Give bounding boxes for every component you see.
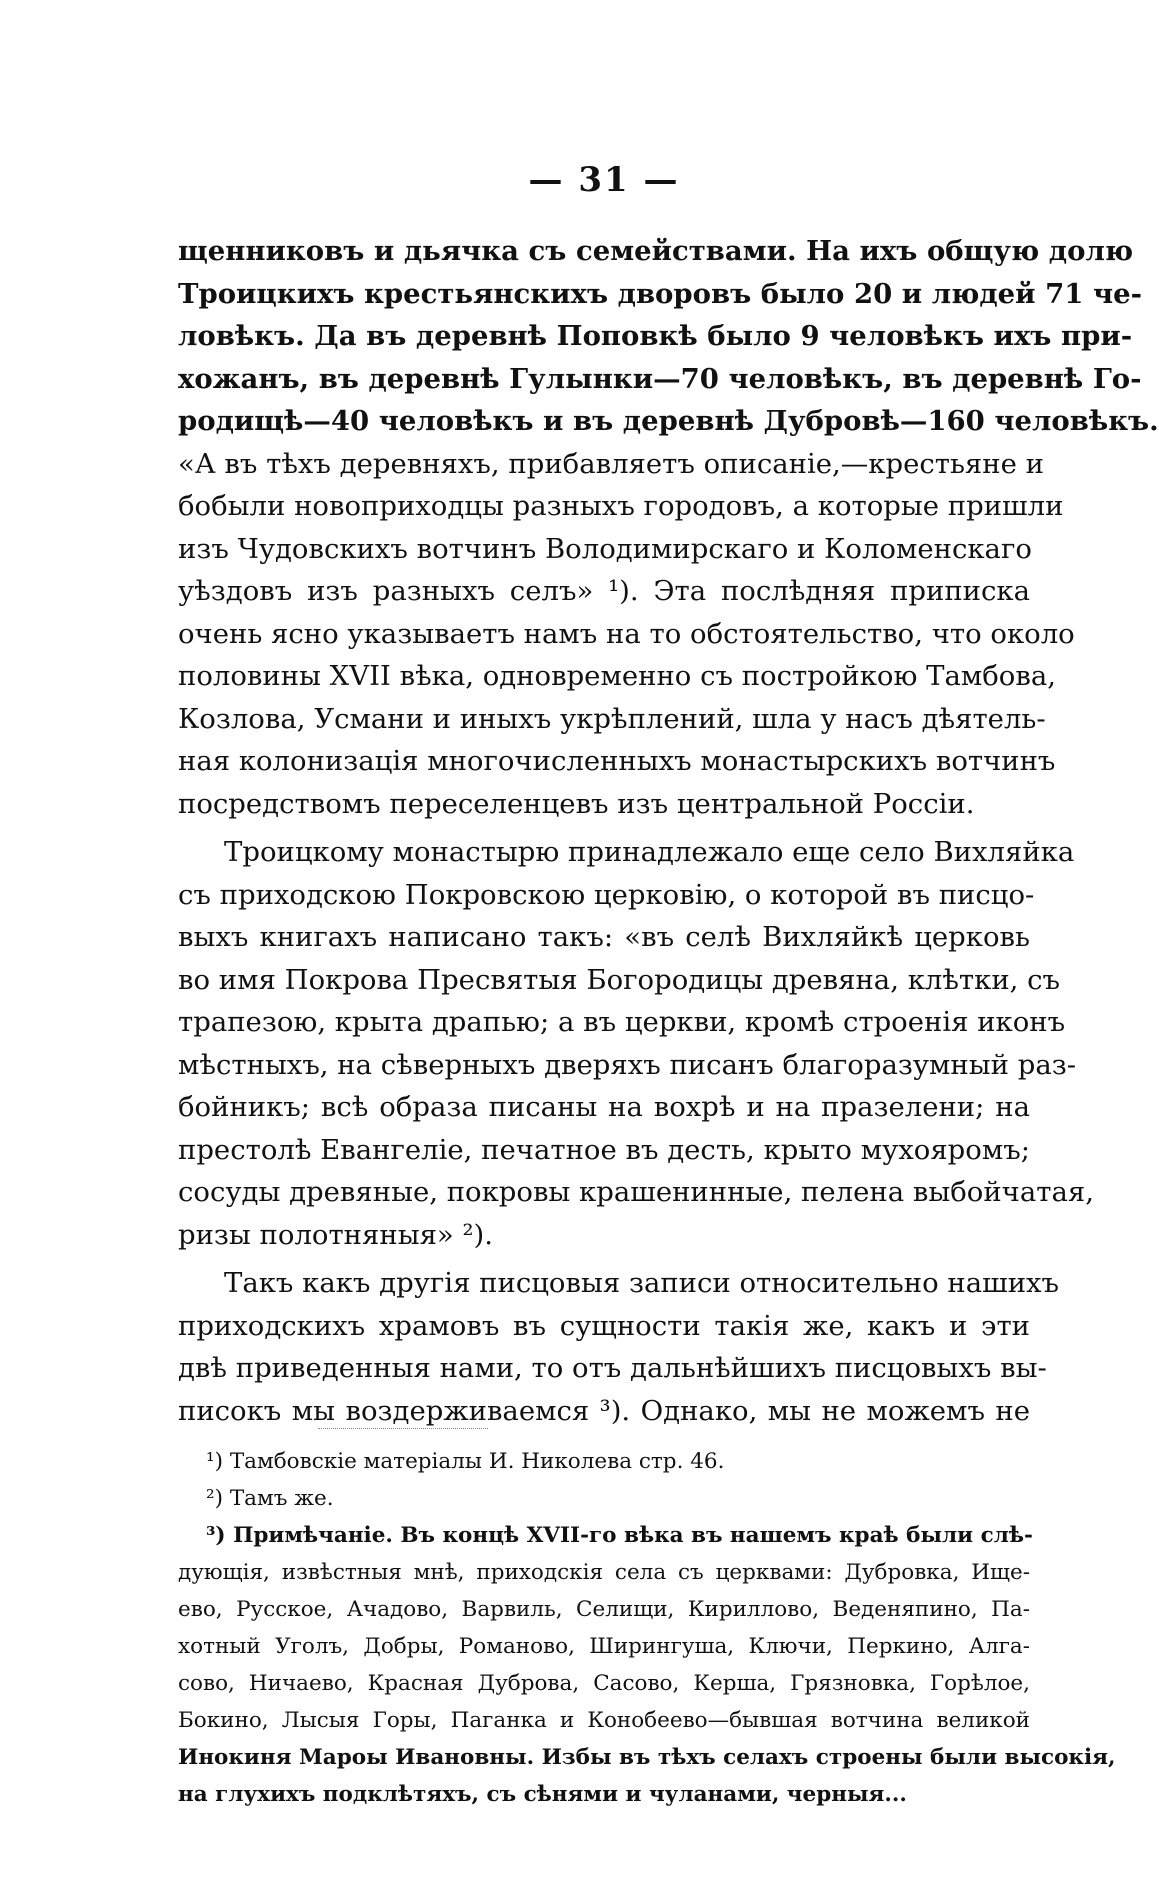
footnote-line: сово, Ничаево, Красная Дуброва, Сасово, Керша, Грязновка, Горѣлое, [178, 1671, 1030, 1696]
text-line: двѣ приведенныя нами, то отъ дальнѣйшихъ писцовыхъ вы- [178, 1352, 1047, 1384]
text-line: уѣздовъ изъ разныхъ селъ» ¹). Эта послѣдняя приписка [178, 575, 1030, 607]
text-line: выхъ книгахъ написано такъ: «въ селѣ Вихляйкѣ церковь [178, 921, 1030, 953]
text-line: писокъ мы воздерживаемся ³). Однако, мы не можемъ не [178, 1394, 1030, 1427]
footnote-line: ево, Русское, Ачадово, Варвиль, Селищи, Кириллово, Веденяпино, Па- [178, 1597, 1030, 1622]
text-line: «А въ тѣхъ деревняхъ, прибавляетъ описаніе,—крестьяне и [178, 447, 1044, 480]
footnote-line: на глухихъ подклѣтяхъ, съ сѣнями и чуланами, черныя... [178, 1782, 907, 1807]
text-line: посредствомъ переселенцевъ изъ центральной Россіи. [178, 787, 975, 820]
footnote-line: хотный Уголъ, Добры, Романово, Ширингуша, Ключи, Перкино, Алга- [178, 1634, 1030, 1659]
body-text [178, 230, 1159, 1432]
book-page [178, 0, 1159, 1901]
text-line: хожанъ, въ деревнѣ Гулынки—70 человѣкъ, въ деревнѣ Го- [178, 362, 1142, 395]
text-line: бойникъ; всѣ образа писаны на вохрѣ и на празелени; на [178, 1091, 1030, 1123]
text-line: родищѣ—40 человѣкъ и въ деревнѣ Дубровѣ—160 человѣкъ. [178, 405, 1159, 437]
text-line: ловѣкъ. Да въ деревнѣ Поповкѣ было 9 человѣкъ ихъ при- [178, 320, 1133, 352]
text-line: ризы полотняныя» ²). [178, 1218, 493, 1251]
text-line: очень ясно указываетъ намъ на то обстоятельство, что около [178, 617, 1075, 650]
footnote-line: ¹) Тамбовскіе матеріалы И. Николева стр. 46. [206, 1449, 725, 1474]
footnote-line: ³) Примѣчаніе. Въ концѣ XVII-го вѣка въ нашемъ краѣ были слѣ- [206, 1523, 1033, 1548]
text-line: изъ Чудовскихъ вотчинъ Володимирскаго и Коломенскаго [178, 532, 1032, 565]
text-line: Троицкому монастырю принадлежало еще село Вихляйка [224, 836, 1075, 868]
footnotes [178, 1443, 1116, 1813]
footnote-line: дующія, извѣстныя мнѣ, приходскія села съ церквами: Дубровка, Ище- [178, 1560, 1030, 1585]
footnote-line: ²) Тамъ же. [206, 1486, 334, 1511]
text-line: сосуды древяные, покровы крашенинные, пелена выбойчатая, [178, 1176, 1094, 1208]
footnote-line: Бокино, Лысыя Горы, Паганка и Конобеево—бывшая вотчина великой [178, 1708, 1030, 1733]
text-line: Такъ какъ другія писцовыя записи относительно нашихъ [224, 1267, 1060, 1299]
text-line: половины XVII вѣка, одновременно съ постройкою Тамбова, [178, 660, 1056, 692]
text-line: трапезою, крыта драпью; а въ церкви, кромѣ строенія иконъ [178, 1006, 1066, 1038]
text-line: во имя Покрова Пресвятыя Богородицы древяна, клѣтки, съ [178, 963, 1061, 996]
text-line: ная колонизація многочисленныхъ монастырскихъ вотчинъ [178, 745, 1056, 777]
text-line: мѣстныхъ, на сѣверныхъ дверяхъ писанъ благоразумный раз- [178, 1048, 1077, 1081]
text-line: Козлова, Усмани и иныхъ укрѣплений, шла у насъ дѣятель- [178, 702, 1046, 735]
text-line: престолѣ Евангеліе, печатное въ десть, крыто мухояромъ; [178, 1133, 1030, 1166]
text-line: Троицкихъ крестьянскихъ дворовъ было 20 и людей 71 че- [178, 277, 1143, 310]
page-number: — 31 — [528, 160, 680, 200]
text-line: щенниковъ и дьячка съ семействами. На ихъ общую долю [178, 235, 1134, 267]
text-line: съ приходскою Покровскою церковію, о которой въ писцо- [178, 878, 1035, 911]
footnote-line: Инокиня Мароы Ивановны. Избы въ тѣхъ селахъ строены были высокія, [178, 1745, 1116, 1770]
text-line: бобыли новоприходцы разныхъ городовъ, а которые пришли [178, 490, 1064, 522]
text-line: приходскихъ храмовъ въ сущности такія же, какъ и эти [178, 1309, 1030, 1342]
footnote-separator [318, 1428, 488, 1429]
